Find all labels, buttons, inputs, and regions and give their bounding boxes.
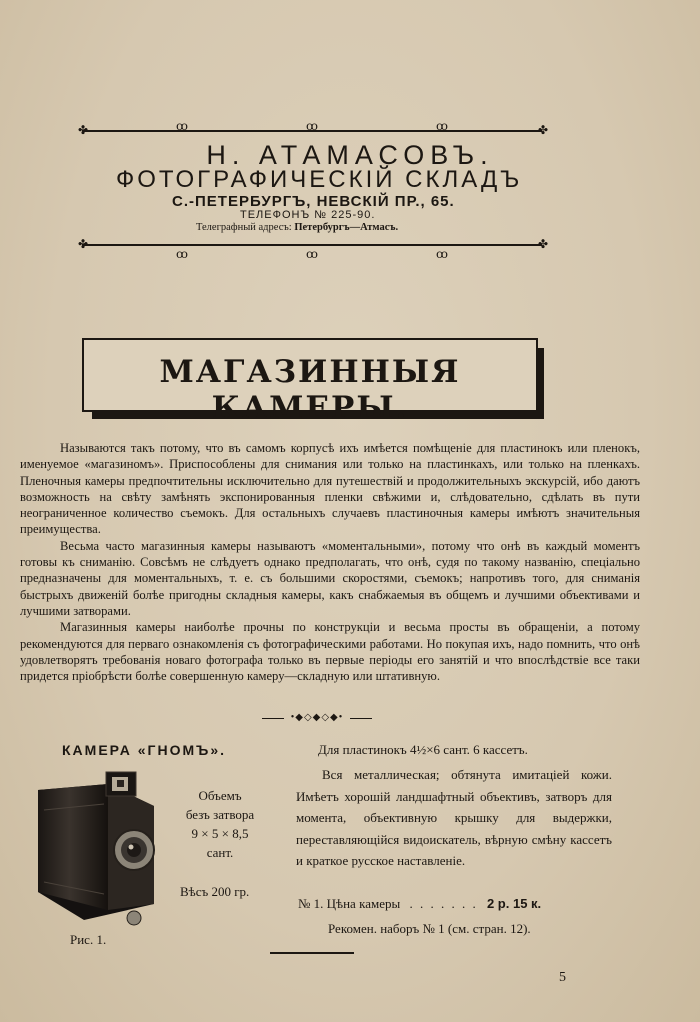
section-title: МАГАЗИННЫЯ КАМЕРЫ. xyxy=(159,354,461,426)
ornament-icon: ꝏ xyxy=(306,247,318,261)
phone: ТЕЛЕФОНЪ № 225-90. xyxy=(240,209,376,221)
bottom-rule xyxy=(270,952,354,954)
spec-line: Объемъ xyxy=(198,788,242,803)
camera-description xyxy=(296,764,612,872)
camera-specs xyxy=(175,786,265,862)
figure-caption: Рис. 1. xyxy=(70,932,107,947)
ornament-icon: ✤ xyxy=(538,123,549,137)
section-divider: •◆◇◆◇◆• xyxy=(262,712,372,723)
ornament-icon: ꝏ xyxy=(436,247,448,261)
camera-price xyxy=(298,896,541,912)
price-label: № 1. Цѣна камеры xyxy=(298,896,401,911)
camera-name: КАМЕРА «ГНОМЪ». xyxy=(62,742,226,758)
ornament-icon: ✤ xyxy=(538,237,549,251)
paragraph: Называются такъ потому, что въ самомъ корпусѣ ихъ имѣется помѣщенiе для пластинокъ или пленокъ, именуемое «магазиномъ». Приспособлены для снимания или только на пластинкахъ, или только на пленкахъ. Пленочныя камеры предпочтительны исключительно для путешествiй и продолжительныхъ экскурсiй, ибо даютъ возможность на свѣту замѣнять экспонированныя пленки свѣжими и, слѣдовательно, сдѣлать въ пути неограниченное количество съемокъ. Для остальныхъ случаевъ пластиночныя камеры имѣютъ значительныя преимущества. xyxy=(20,441,640,537)
ornament-icon: ꝏ xyxy=(436,119,448,133)
body-text xyxy=(20,440,640,684)
spec-line: сант. xyxy=(206,845,234,860)
telegraph-label: Телеграфный адресъ: xyxy=(196,222,292,233)
merchant-name: Н. АТАМАСОВЪ. xyxy=(206,140,494,170)
camera-plates: Для пластинокъ 4½×6 сант. 6 кассетъ. xyxy=(318,742,528,757)
camera-illustration xyxy=(34,770,168,928)
ornament-icon: ꝏ xyxy=(306,119,318,133)
address: С.-ПЕТЕРБУРГЪ, НЕВСКIЙ ПР., 65. xyxy=(172,193,455,210)
telegraph-value: Петербургъ—Атмасъ. xyxy=(294,222,399,233)
spec-line: 9 × 5 × 8,5 xyxy=(191,826,249,841)
ornament-icon: ꝏ xyxy=(176,119,188,133)
description-text: Вся металлическая; обтянута имитацiей кожи. Имѣетъ хорошiй ландшафтный объективъ, затворъ для момента, объективную крышку для выдержки, переставляющiйся видоискатель, вѣрную смѣну кассетъ и краткое русское наставленiе. xyxy=(296,767,612,868)
price-value: 2 р. 15 к. xyxy=(486,896,542,911)
paragraph: Магазинныя камеры наиболѣе прочны по конструкцiи и весьма просты въ обращенiи, а потому рекомендуются для перваго ознакомленiя съ фотографическими работами. Но покупая ихъ, надо помнить, что онѣ удовлетворятъ требованiя новаго фотографа только въ первые перiоды его занятiй и что впослѣдствiе все таки придется прiобрѣсти болѣе совершенную камеру—складную или штативную. xyxy=(20,620,640,684)
paragraph: Весьма часто магазинныя камеры называютъ «моментальными», потому что онѣ въ каждый моментъ готовы къ сниманiю. Совсѣмъ не слѣдуетъ однако предполагать, что онѣ, судя по такому названiю, спецiально предназначены для моментальныхъ, т. е. съ большими скоростями, съемокъ; напротивъ того, для сниманiя быстрыхъ движенiй болѣе пригодны складныя камеры, какъ снабжаемыя въ общемъ и лучшими объективами и лучшими затворами. xyxy=(20,538,640,618)
ornament-icon: ꝏ xyxy=(176,247,188,261)
business-name: ФОТОГРАФИЧЕСКIЙ СКЛАДЪ xyxy=(116,166,523,193)
header-bottom-rule xyxy=(82,244,542,246)
ornament-icon: ✤ xyxy=(78,123,89,137)
telegraph-address xyxy=(196,222,398,233)
recommendation: Рекомен. наборъ № 1 (см. стран. 12). xyxy=(328,921,531,936)
price-dots: . . . . . . . xyxy=(409,896,478,911)
page-number: 5 xyxy=(559,970,566,985)
spec-line: безъ затвора xyxy=(185,807,255,822)
camera-weight: Вѣсъ 200 гр. xyxy=(180,884,250,899)
ornament-icon: ✤ xyxy=(78,237,89,251)
